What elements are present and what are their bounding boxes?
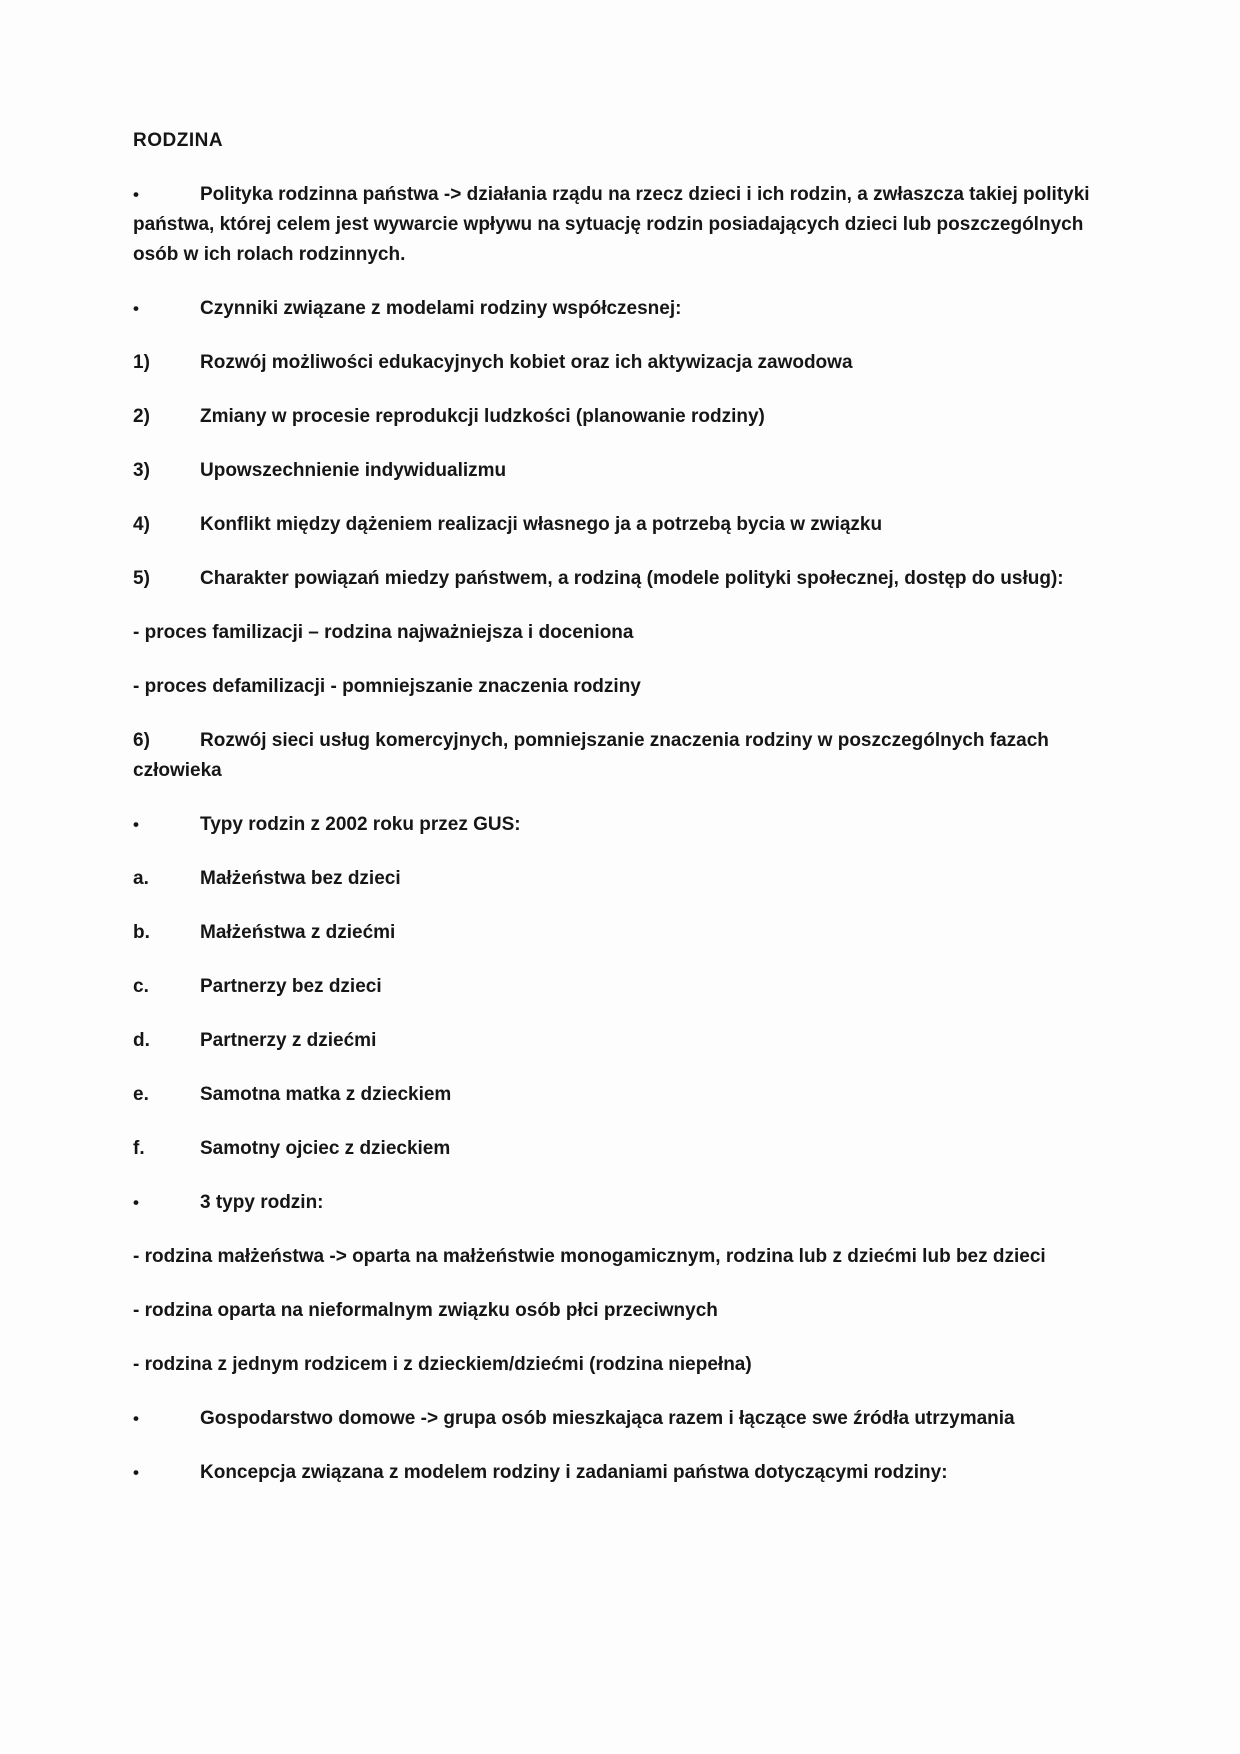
list-item <box>133 1188 1130 1218</box>
list-item-text: Typy rodzin z 2002 roku przez GUS: <box>200 814 521 835</box>
list-marker: • <box>133 1193 139 1212</box>
list-item-text: - rodzina z jednym rodzicem i z dzieckiem/dziećmi (rodzina niepełna) <box>133 1354 752 1375</box>
list-item-text: Czynniki związane z modelami rodziny współczesnej: <box>200 298 682 319</box>
list-item <box>133 1026 1130 1056</box>
list-marker: 3) <box>133 460 150 481</box>
list-marker: d. <box>133 1030 150 1051</box>
list-marker: 2) <box>133 406 150 427</box>
list-item-text: Gospodarstwo domowe -> grupa osób mieszkająca razem i łączące swe źródła utrzymania <box>200 1408 1015 1429</box>
list-item-text: Rozwój sieci usług komercyjnych, pomniejszanie znaczenia rodziny w poszczególnych fazach człowieka <box>133 730 1049 781</box>
list-item <box>133 726 1130 786</box>
paragraph-list <box>133 180 1130 1488</box>
list-item <box>133 864 1130 894</box>
list-marker: 5) <box>133 568 150 589</box>
list-item <box>133 510 1130 540</box>
list-item <box>133 1134 1130 1164</box>
list-item <box>133 348 1130 378</box>
list-marker: e. <box>133 1084 149 1105</box>
list-item <box>133 618 1130 648</box>
list-item <box>133 918 1130 948</box>
list-item-text: - proces defamilizacji - pomniejszanie znaczenia rodziny <box>133 676 641 697</box>
list-item <box>133 180 1130 270</box>
list-item-text: Rozwój możliwości edukacyjnych kobiet oraz ich aktywizacja zawodowa <box>200 352 853 373</box>
list-marker: c. <box>133 976 149 997</box>
list-item-text: Partnerzy z dziećmi <box>200 1030 377 1051</box>
list-item-text: Konflikt między dążeniem realizacji własnego ja a potrzebą bycia w związku <box>200 514 883 535</box>
list-marker: • <box>133 299 139 318</box>
list-item <box>133 1080 1130 1110</box>
list-item <box>133 1350 1130 1380</box>
list-item-text: - rodzina małżeństwa -> oparta na małżeństwie monogamicznym, rodzina lub z dziećmi lub bez dzieci <box>133 1246 1046 1267</box>
list-item <box>133 810 1130 840</box>
list-marker: • <box>133 1463 139 1482</box>
list-item-text: Małżeństwa bez dzieci <box>200 868 401 889</box>
list-item-text: Zmiany w procesie reprodukcji ludzkości (planowanie rodziny) <box>200 406 765 427</box>
list-item-text: - proces familizacji – rodzina najważniejsza i doceniona <box>133 622 634 643</box>
list-marker: b. <box>133 922 150 943</box>
list-item-text: Koncepcja związana z modelem rodziny i zadaniami państwa dotyczącymi rodziny: <box>200 1462 948 1483</box>
list-item-text: Polityka rodzinna państwa -> działania rządu na rzecz dzieci i ich rodzin, a zwłaszcza takiej polityki państwa, której celem jest wywarcie wpływu na sytuację rodzin posiadających dzieci lub poszczególnych osób w ich rolach rodzinnych. <box>133 184 1090 265</box>
list-marker: f. <box>133 1138 145 1159</box>
list-item-text: Małżeństwa z dziećmi <box>200 922 396 943</box>
list-item <box>133 456 1130 486</box>
list-item <box>133 1458 1130 1488</box>
list-item <box>133 972 1130 1002</box>
list-item <box>133 1242 1130 1272</box>
list-item-text: Charakter powiązań miedzy państwem, a rodziną (modele polityki społecznej, dostęp do usług): <box>200 568 1064 589</box>
list-item <box>133 1404 1130 1434</box>
list-item <box>133 294 1130 324</box>
list-item-text: Partnerzy bez dzieci <box>200 976 382 997</box>
list-item-text: - rodzina oparta na nieformalnym związku osób płci przeciwnych <box>133 1300 718 1321</box>
list-item <box>133 564 1130 594</box>
list-marker: 1) <box>133 352 150 373</box>
list-marker: a. <box>133 868 149 889</box>
list-item-text: 3 typy rodzin: <box>200 1192 324 1213</box>
document-title: RODZINA <box>133 130 224 151</box>
list-item-text: Samotna matka z dzieckiem <box>200 1084 452 1105</box>
list-marker: • <box>133 815 139 834</box>
list-marker: 6) <box>133 730 150 751</box>
list-item <box>133 1296 1130 1326</box>
list-marker: • <box>133 1409 139 1428</box>
list-marker: 4) <box>133 514 150 535</box>
list-item-text: Samotny ojciec z dzieckiem <box>200 1138 451 1159</box>
list-item-text: Upowszechnienie indywidualizmu <box>200 460 507 481</box>
list-item <box>133 672 1130 702</box>
list-item <box>133 402 1130 432</box>
list-marker: • <box>133 185 139 204</box>
